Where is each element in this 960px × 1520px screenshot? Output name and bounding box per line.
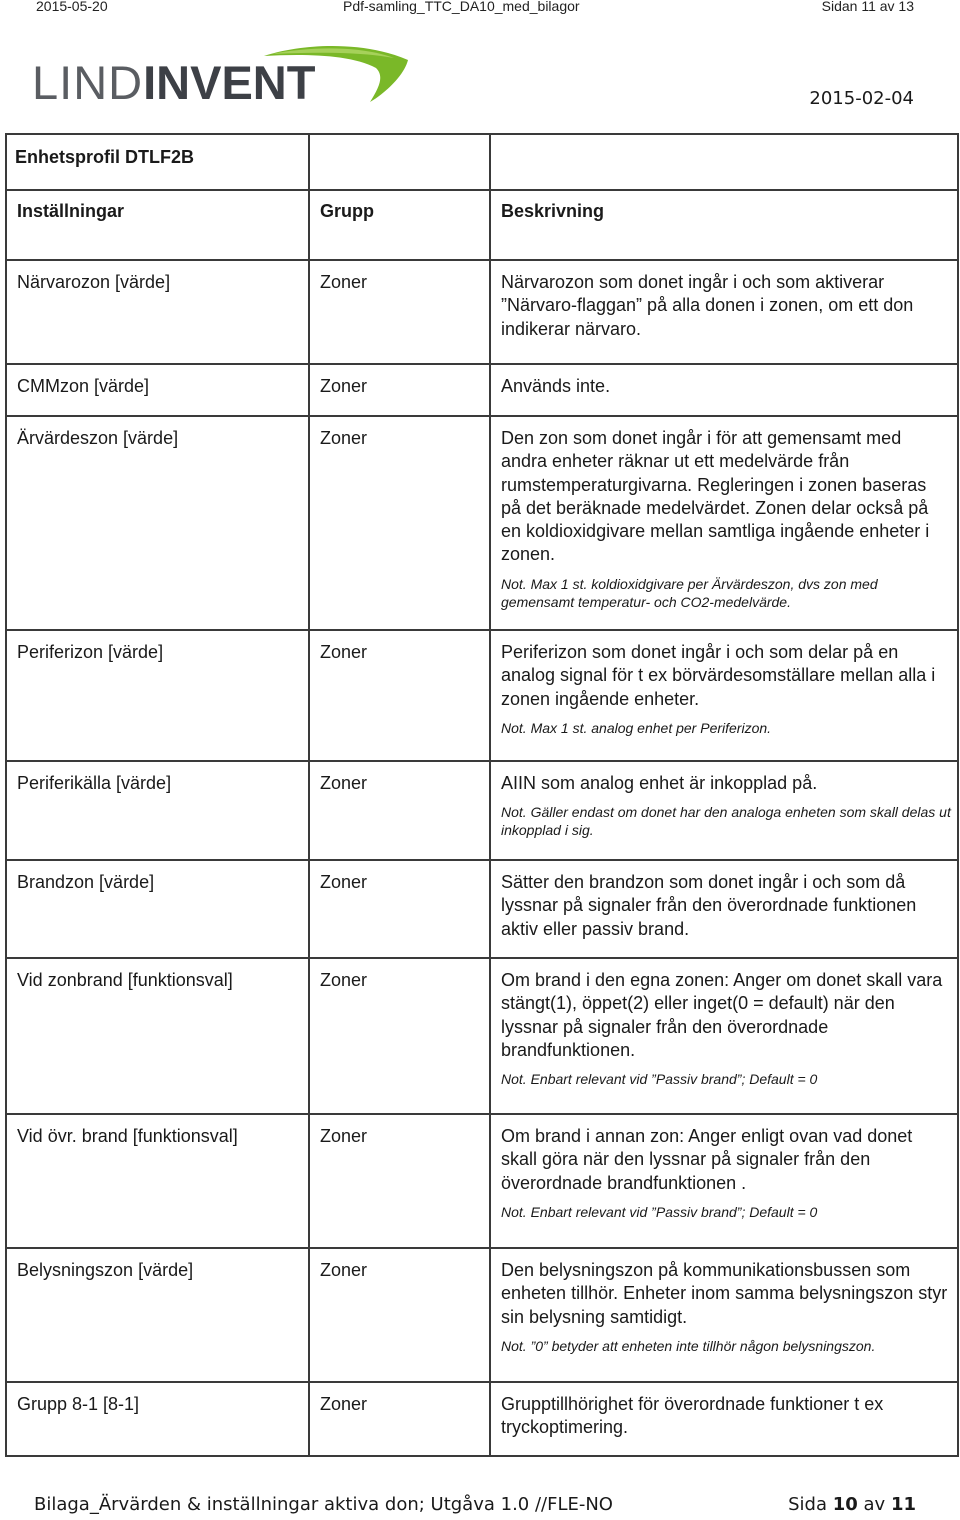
table-row [6, 1382, 958, 1456]
group-name-cell [309, 958, 490, 1114]
group-name-cell [309, 416, 490, 630]
settings-table [5, 133, 959, 1457]
table-row [6, 416, 958, 630]
setting-name-text: Vid övr. brand [funktionsval] [17, 1126, 238, 1146]
description-cell [490, 958, 958, 1114]
description-cell [490, 1114, 958, 1248]
description-cell [490, 630, 958, 761]
header-cell [309, 190, 490, 260]
group-name [310, 631, 489, 672]
description-cell [490, 364, 958, 416]
description-note: Not. Enbart relevant vid ”Passiv brand”; Default = 0 [501, 1071, 818, 1088]
setting-name-text: Belysningszon [värde] [17, 1260, 194, 1280]
setting-name-text: Periferikälla [värde] [17, 773, 172, 793]
description-text: Om brand i annan zon: Anger enligt ovan vad donet skall göra när den lyssnar på signaler från den överordnade brandfunktionen . [501, 1126, 913, 1193]
group-name [310, 861, 489, 902]
group-name-text: Zoner [320, 1260, 368, 1280]
setting-name-text: Periferizon [värde] [17, 642, 164, 662]
table-row [6, 630, 958, 761]
description [491, 1383, 957, 1448]
description-text: Sätter den brandzon som donet ingår i och som då lyssnar på signaler från den överordnade funktionen aktiv eller passiv brand. [501, 872, 917, 939]
setting-name-text: Brandzon [värde] [17, 872, 155, 892]
setting-name-text: Närvarozon [värde] [17, 272, 171, 292]
group-name [310, 365, 489, 406]
group-name-cell [309, 1382, 490, 1456]
group-name-text: Zoner [320, 642, 368, 662]
lindinvent-logo [32, 42, 412, 108]
setting-name [7, 631, 308, 672]
description-note: Not. ”0” betyder att enheten inte tillhör någon belysningszon. [501, 1337, 876, 1354]
group-name-text: Zoner [320, 970, 368, 990]
description-cell [490, 1248, 958, 1382]
description-cell [490, 416, 958, 630]
column-header-row [6, 190, 958, 260]
document-date: 2015-02-04 [809, 88, 914, 109]
header-settings: Inställningar [17, 201, 125, 221]
description-text: Den zon som donet ingår i för att gemensamt med andra enheter räknar ut ett medelvärde från rumstemperaturgivarna. Regleringen i zonen baseras på det beräknade medelvärdet. Zonen delar också på en koldioxidgivare mellan samtliga ingående enheter i zonen. [501, 428, 930, 565]
setting-name [7, 861, 308, 902]
group-name [310, 959, 489, 1000]
description-cell [490, 1382, 958, 1456]
header-description: Beskrivning [501, 201, 605, 221]
file-name: Pdf-samling_TTC_DA10_med_bilagor [343, 0, 580, 14]
setting-name-cell [6, 958, 309, 1114]
group-name-text: Zoner [320, 1394, 368, 1414]
description-text: Närvarozon som donet ingår i och som aktiverar ”Närvaro-flaggan” på alla donen i zonen, om ett don indikerar närvaro. [501, 272, 914, 339]
description [491, 261, 957, 349]
description [491, 1115, 957, 1229]
description [491, 762, 957, 847]
header-cell [6, 190, 309, 260]
description [491, 631, 957, 745]
group-name-cell [309, 630, 490, 761]
setting-name [7, 1115, 308, 1156]
description-note: Not. Max 1 st. analog enhet per Periferizon. [501, 719, 772, 736]
description-text: Om brand i den egna zonen: Anger om donet skall vara stängt(1), öppet(2) eller inget(0 = default) när den lyssnar på signaler från den överordnade brandfunktionen. [501, 970, 943, 1060]
description-cell [490, 260, 958, 364]
setting-name [7, 959, 308, 1000]
profile-title-row [6, 134, 958, 190]
page-indicator: Sidan 11 av 13 [821, 0, 914, 14]
footer-page-number: Sida 10 av 11 [788, 1494, 916, 1515]
setting-name [7, 1383, 308, 1424]
group-name-text: Zoner [320, 428, 368, 448]
print-date: 2015-05-20 [36, 0, 108, 14]
description-text: Används inte. [501, 376, 611, 396]
description-text: AIIN som analog enhet är inkopplad på. [501, 773, 818, 793]
setting-name-text: Grupp 8-1 [8-1] [17, 1394, 140, 1414]
empty-cell [309, 134, 490, 190]
table-row [6, 364, 958, 416]
description [491, 1249, 957, 1363]
logo-wordmark: LINDINVENT [32, 56, 316, 109]
header-cell [490, 190, 958, 260]
setting-name-cell [6, 1114, 309, 1248]
group-name-cell [309, 1114, 490, 1248]
description-text: Den belysningszon på kommunikationsbussen som enheten tillhör. Enheter inom samma belysningszon styr sin belysning samtidigt. [501, 1260, 948, 1327]
group-name [310, 762, 489, 803]
setting-name-cell [6, 364, 309, 416]
group-name [310, 1115, 489, 1156]
group-name [310, 417, 489, 458]
group-name-text: Zoner [320, 773, 368, 793]
pdf-header-bar [0, 0, 960, 14]
footer-document-reference: Bilaga_Ärvärden & inställningar aktiva don; Utgåva 1.0 //FLE-NO [34, 1494, 613, 1515]
description [491, 959, 957, 1096]
profile-title-cell [6, 134, 309, 190]
description-text: Grupptillhörighet för överordnade funktioner t ex tryckoptimering. [501, 1394, 884, 1438]
table-row [6, 958, 958, 1114]
description-note: Not. Max 1 st. koldioxidgivare per Ärvärdeszon, dvs zon med gemensamt temperatur- och CO2-medelvärde. [501, 575, 878, 610]
setting-name-text: Ärvärdeszon [värde] [17, 428, 179, 448]
group-name-cell [309, 260, 490, 364]
table-row [6, 761, 958, 860]
group-name-cell [309, 364, 490, 416]
setting-name-cell [6, 761, 309, 860]
description-note: Not. Enbart relevant vid ”Passiv brand”; Default = 0 [501, 1203, 818, 1220]
description-text: Periferizon som donet ingår i och som delar på en analog signal för t ex börvärdesomställare mellan alla i zonen ingående enheter. [501, 642, 936, 709]
setting-name-cell [6, 260, 309, 364]
table-row [6, 1248, 958, 1382]
setting-name-cell [6, 630, 309, 761]
group-name-cell [309, 1248, 490, 1382]
group-name-text: Zoner [320, 376, 368, 396]
group-name [310, 1249, 489, 1290]
setting-name-text: Vid zonbrand [funktionsval] [17, 970, 233, 990]
setting-name [7, 1249, 308, 1290]
group-name-text: Zoner [320, 872, 368, 892]
group-name-text: Zoner [320, 1126, 368, 1146]
setting-name [7, 365, 308, 406]
description-note: Not. Gäller endast om donet har den analoga enheten som skall delas ut inkopplad i sig. [501, 804, 951, 839]
setting-name [7, 417, 308, 458]
group-name-text: Zoner [320, 272, 368, 292]
empty-cell [490, 134, 958, 190]
description [491, 861, 957, 949]
setting-name [7, 261, 308, 302]
group-name-cell [309, 761, 490, 860]
group-name [310, 261, 489, 302]
description [491, 365, 957, 406]
description-cell [490, 860, 958, 958]
setting-name-cell [6, 1382, 309, 1456]
setting-name-text: CMMzon [värde] [17, 376, 150, 396]
setting-name-cell [6, 860, 309, 958]
description-cell [490, 761, 958, 860]
setting-name-cell [6, 416, 309, 630]
group-name-cell [309, 860, 490, 958]
table-row [6, 860, 958, 958]
setting-name-cell [6, 1248, 309, 1382]
table-row [6, 260, 958, 364]
header-group: Grupp [320, 201, 374, 221]
table-row [6, 1114, 958, 1248]
group-name [310, 1383, 489, 1424]
profile-title: Enhetsprofil DTLF2B [15, 147, 194, 167]
description [491, 417, 957, 619]
setting-name [7, 762, 308, 803]
